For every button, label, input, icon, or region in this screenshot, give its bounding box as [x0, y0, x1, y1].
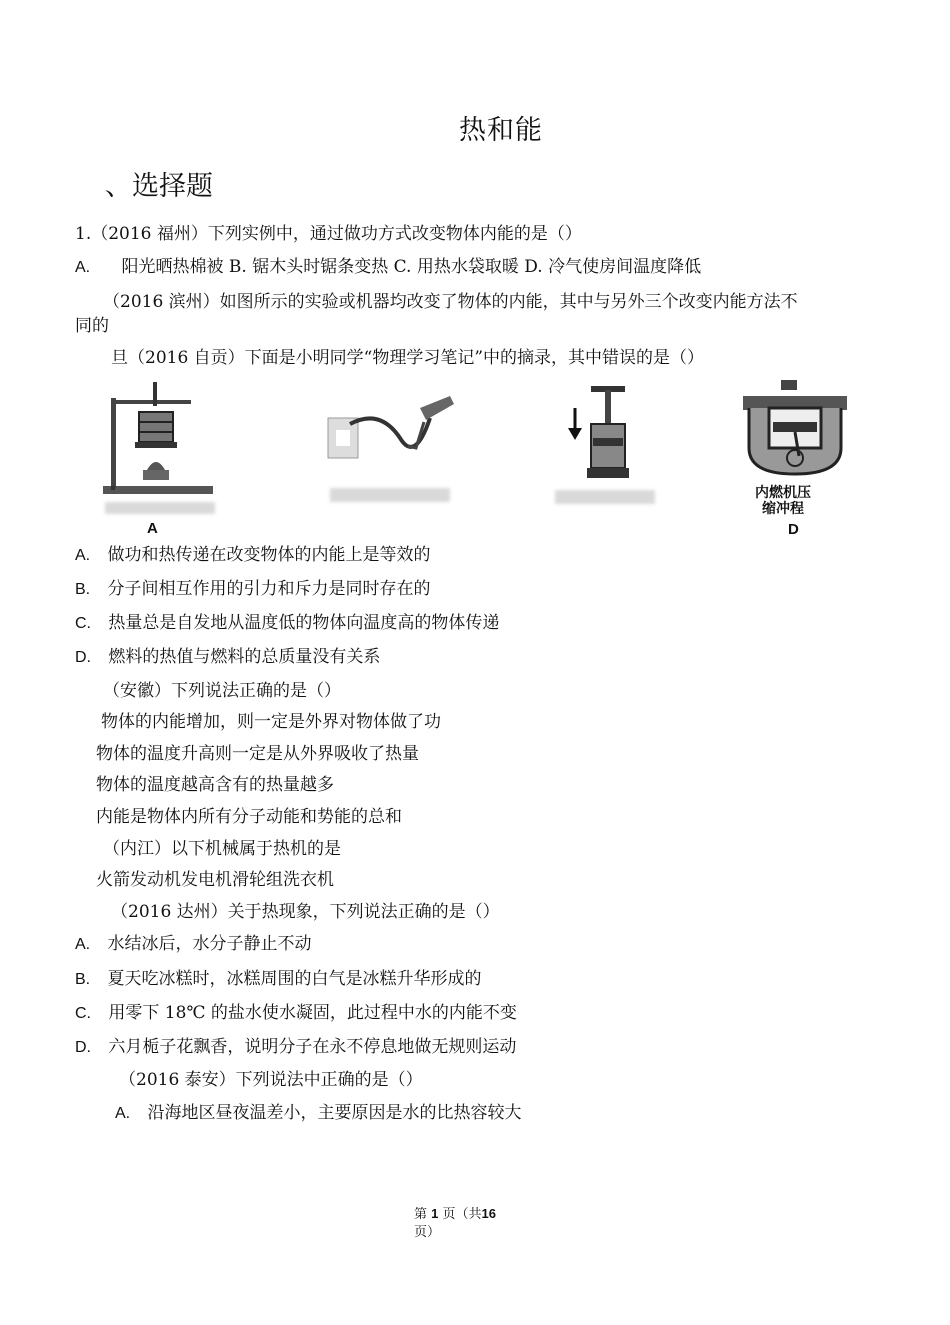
page-footer-line2: 页） [414, 1225, 441, 1240]
stem-prefix-glyph: 旦 [111, 348, 128, 368]
figure-row [95, 378, 855, 543]
question-6-option-c [75, 1002, 517, 1025]
option-text: 水结冰后，水分子静止不动 [107, 934, 312, 954]
question-1-stem: 1.（2016 福州）下列实例中，通过做功方式改变物体内能的是（） [75, 224, 582, 244]
question-2-stem-line2: 同的 [75, 316, 109, 336]
question-3-option-b [75, 578, 431, 601]
question-6-option-b [75, 968, 482, 991]
option-text: 分子间相互作用的引力和斥力是同时存在的 [107, 579, 431, 599]
option-letter: A. [115, 1105, 131, 1122]
option-text: 夏天吃冰糕时，冰糕周围的白气是冰糕升华形成的 [107, 969, 482, 989]
question-3-option-d [75, 646, 380, 669]
question-3-option-c [75, 612, 499, 635]
option-letter: D. [75, 649, 91, 666]
figure-c [555, 378, 665, 543]
question-3-stem [111, 347, 704, 369]
option-text: 沿海地区昼夜温差小，主要原因是水的比热容较大 [147, 1103, 522, 1123]
question-7-stem: （2016 泰安）下列说法中正确的是（） [119, 1070, 423, 1090]
page-footer [414, 1204, 496, 1224]
question-6-option-a [75, 933, 312, 956]
question-3-option-a [75, 544, 431, 567]
footer-prefix: 第 [414, 1207, 428, 1222]
question-5-options: 火箭发动机发电机滑轮组洗衣机 [96, 870, 334, 890]
figure-a [95, 378, 225, 543]
section-heading: 、选择题 [105, 171, 213, 202]
question-2-stem-line1: （2016 滨州）如图所示的实验或机器均改变了物体的内能，其中与另外三个改变内能方法不 [103, 292, 798, 312]
option-text: 用零下 18℃ 的盐水使水凝固，此过程中水的内能不变 [108, 1003, 517, 1023]
question-4-stem: （安徽）下列说法正确的是（） [103, 681, 341, 701]
question-6-stem: （2016 达州）关于热现象，下列说法正确的是（） [111, 902, 500, 922]
document-title: 热和能 [459, 115, 543, 146]
question-4-option-1: 物体的内能增加，则一定是外界对物体做了功 [101, 712, 441, 732]
question-1-options [75, 256, 701, 279]
question-7-option-a [115, 1102, 522, 1125]
stem-text: （2016 自贡）下面是小明同学“物理学习笔记”中的摘录，其中错误的是（） [128, 348, 705, 368]
footer-middle: 页（共 [442, 1207, 482, 1222]
option-letter: B. [75, 971, 91, 988]
question-5-stem: （内江）以下机械属于热机的是 [103, 839, 341, 859]
question-6-option-d [75, 1036, 516, 1059]
option-letter: C. [75, 1005, 91, 1022]
question-4-option-4: 内能是物体内所有分子动能和势能的总和 [96, 807, 402, 827]
figure-d-caption-line2: 缩冲程 [762, 500, 804, 516]
option-letter: A. [75, 259, 91, 276]
question-4-option-2: 物体的温度升高则一定是从外界吸收了热量 [96, 744, 419, 764]
option-letter: A. [75, 936, 91, 953]
figure-a-label: A [147, 520, 158, 537]
figure-d-image [735, 378, 860, 478]
figure-d-caption-line1: 内燃机压 [755, 484, 811, 500]
figure-c-image [555, 378, 665, 488]
option-text: 热量总是自发地从温度低的物体向温度高的物体传递 [108, 613, 500, 633]
option-letter: B. [75, 581, 91, 598]
option-letter: D. [75, 1039, 91, 1056]
option-letter: A. [75, 547, 91, 564]
question-4-option-3: 物体的温度越高含有的热量越多 [96, 775, 334, 795]
option-letter: C. [75, 615, 91, 632]
option-text: 做功和热传递在改变物体的内能上是等效的 [107, 545, 431, 565]
figure-b [320, 378, 460, 543]
footer-page-number: 1 [431, 1206, 439, 1221]
option-text: 燃料的热值与燃料的总质量没有关系 [108, 647, 381, 667]
option-text: 六月栀子花飘香，说明分子在永不停息地做无规则运动 [108, 1037, 517, 1057]
figure-a-image [95, 378, 225, 518]
figure-d [735, 378, 860, 543]
figure-b-image [320, 378, 460, 488]
footer-total-pages: 16 [481, 1206, 497, 1221]
option-text: 阳光晒热棉被 B. 锯木头时锯条变热 C. 用热水袋取暖 D. 冷气使房间温度降低 [121, 257, 702, 277]
figure-d-label: D [788, 521, 799, 538]
